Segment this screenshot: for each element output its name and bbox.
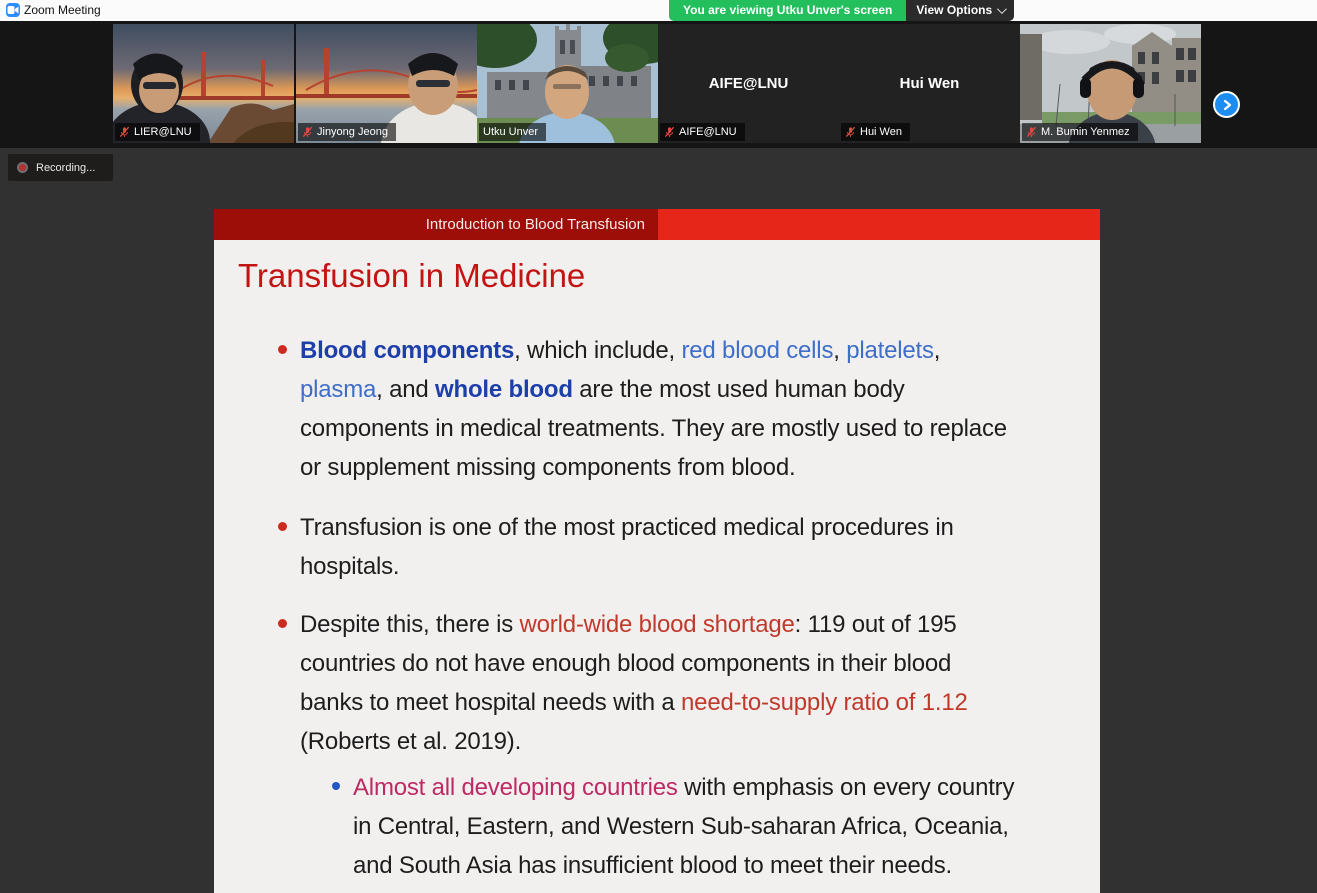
bullet-text: Despite this, there is world-wide blood shortage: 119 out of 195 countries do not have enough blood components in their blood banks to meet hospital needs with a need-to-supply ratio of 1.12 (Roberts et al. 2019). [300,611,968,755]
participant-name: Jinyong Jeong [317,126,388,138]
participant-name-label [1022,123,1138,141]
recording-label: Recording... [36,161,96,174]
mic-muted-icon [664,126,675,138]
mic-muted-icon [845,126,856,138]
recording-indicator [8,154,113,181]
video-tile-jinyong[interactable] [296,24,477,143]
participant-name-label [115,123,200,141]
bullet-text: Almost all developing countries with emphasis on every country in Central, Eastern, and Western Sub-saharan Africa, Oceania, and South Asia has insufficient blood to meet their needs. [353,774,1015,879]
bullet-dot-icon [278,619,287,628]
participant-name: Utku Unver [483,126,539,138]
participant-name: M. Bumin Yenmez [1041,126,1130,138]
participant-display-name: Hui Wen [839,24,1020,143]
bullet-item [278,508,954,586]
video-tile-bumin[interactable] [1020,24,1201,143]
next-participants-button[interactable] [1213,91,1240,118]
participant-name: AIFE@LNU [679,126,737,138]
participant-name-label [479,123,546,141]
participant-name-label [660,123,745,141]
chevron-right-icon [1220,98,1234,112]
titlebar [0,0,1317,22]
bullet-dot-icon [278,345,287,354]
bullet-item [278,331,1007,487]
participant-display-name: AIFE@LNU [658,24,839,143]
bullet-dot-icon [332,782,340,790]
chevron-down-icon [997,4,1007,14]
video-tile-utku[interactable] [477,24,658,143]
view-options-button[interactable] [906,0,1014,21]
slide-title: Transfusion in Medicine [238,257,586,294]
participant-name-label [298,123,396,141]
participant-name: LIER@LNU [134,126,192,138]
mic-muted-icon [119,126,130,138]
record-dot-icon [17,162,28,173]
video-tile-lier[interactable] [113,24,294,143]
window-title: Zoom Meeting [24,3,101,17]
bullet-dot-icon [278,522,287,531]
slide-header-text: Introduction to Blood Transfusion [425,216,645,233]
participant-name-label [841,123,910,141]
mic-muted-icon [1026,126,1037,138]
view-options-label: View Options [916,3,993,17]
bullet-text: Blood components, which include, red blood cells, platelets, plasma, and whole blood are the most used human body components in medical treatments. They are mostly used to replace or supplement missing components from blood. [300,337,1007,481]
participant-video-strip [0,21,1317,148]
viewing-screen-banner: You are viewing Utku Unver's screen [669,0,906,21]
shared-screen-slide [214,209,1100,893]
video-tile-aife[interactable] [658,24,839,143]
video-tile-huiwen[interactable] [839,24,1020,143]
participant-name: Hui Wen [860,126,902,138]
slide-header-bar [214,209,1100,240]
bullet-text: Transfusion is one of the most practiced medical procedures in hospitals. [300,514,954,580]
bullet-item [332,768,1014,885]
bullet-item [278,605,968,761]
mic-muted-icon [302,126,313,138]
slide-section-header [214,209,658,240]
zoom-logo-icon [6,3,20,17]
